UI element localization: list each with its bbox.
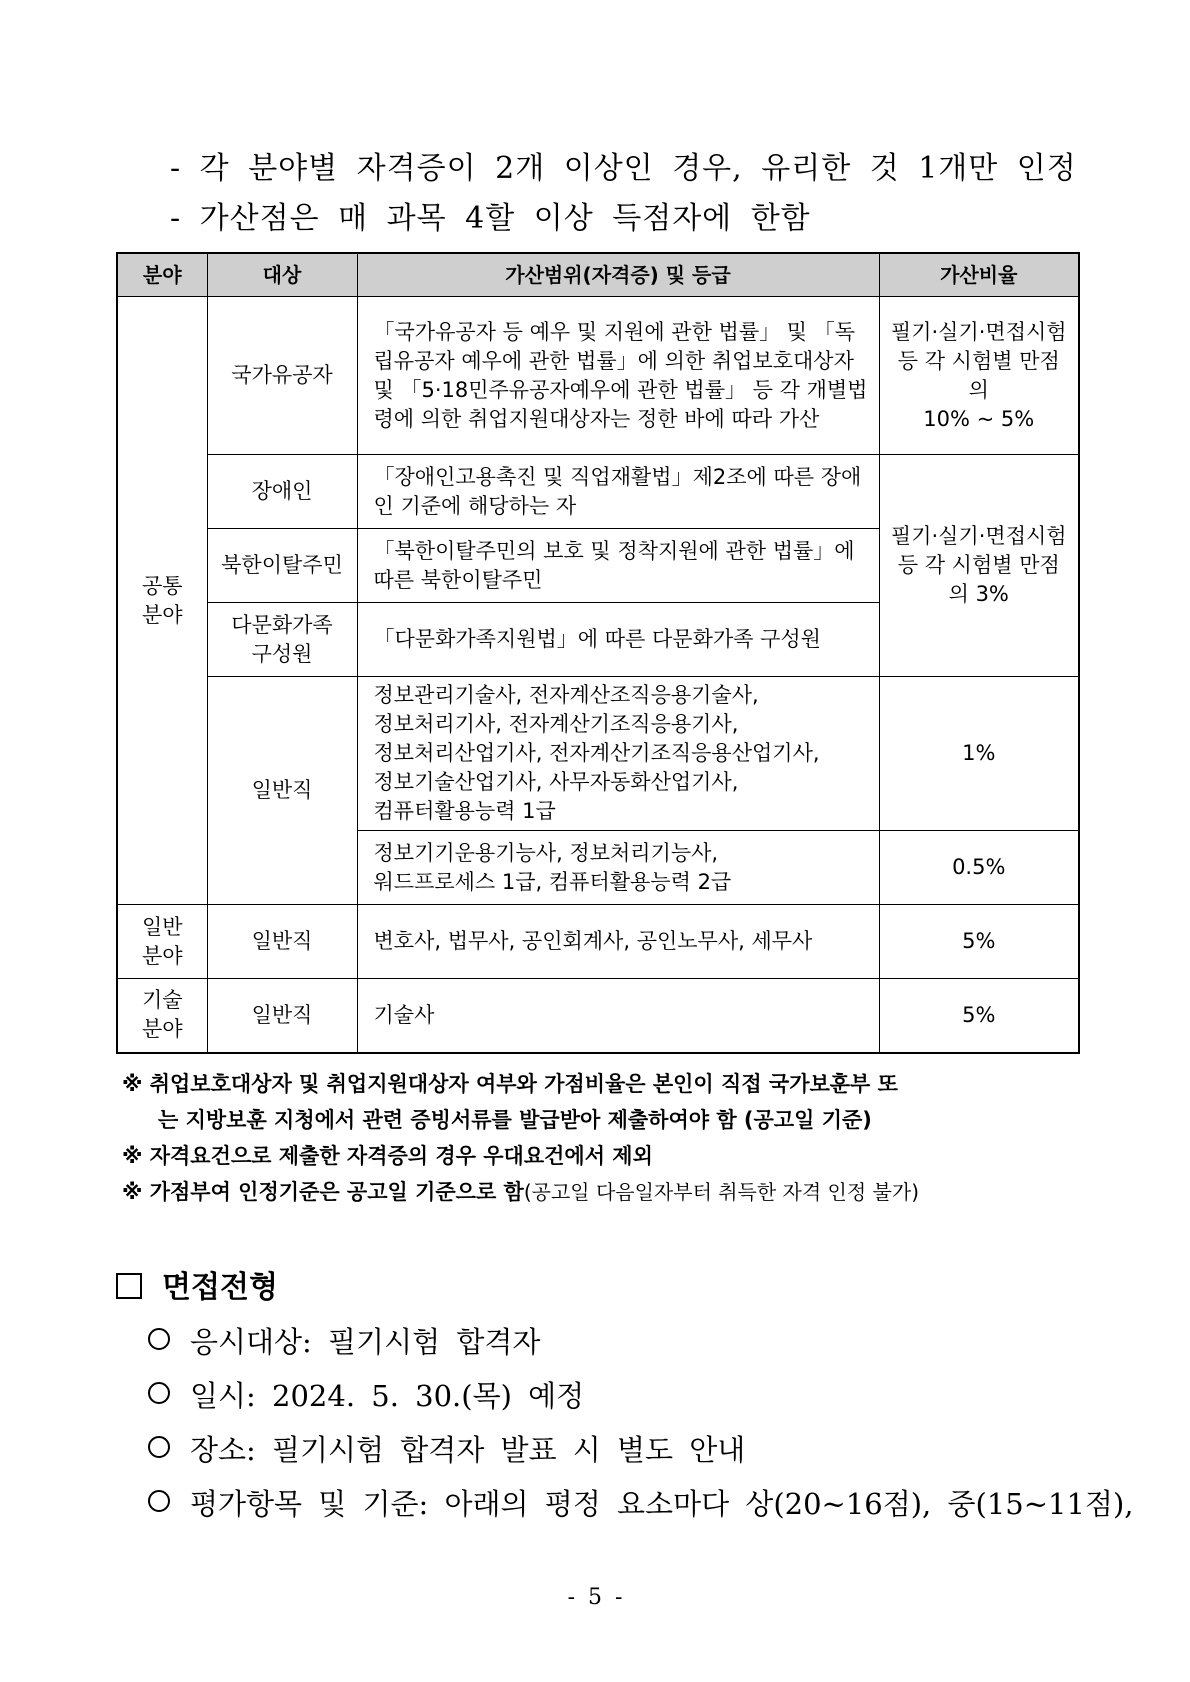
section-interview: [116, 1262, 278, 1306]
table-row: [117, 677, 1079, 831]
interview-item: [148, 1428, 745, 1469]
table-header-row: [117, 253, 1079, 297]
target-tech-field: 일반직: [207, 979, 357, 1053]
ratio-group: 필기·실기·면접시험 등 각 시험별 만점의 3%: [879, 455, 1079, 677]
note-1-line-1: ※ 취업보호대상자 및 취업지원대상자 여부와 가점비율은 본인이 직접 국가보훈부 또: [122, 1072, 898, 1096]
field-common: 공통 분야: [117, 297, 207, 905]
field-tech: 기술 분야: [117, 979, 207, 1053]
interview-item-text: 응시대상: 필기시험 합격자: [190, 1325, 541, 1359]
field-general: 일반 분야: [117, 905, 207, 979]
ratio-veteran: 필기·실기·면접시험 등 각 시험별 만점의 10% ~ 5%: [879, 297, 1079, 455]
scope-disabled: 「장애인고용촉진 및 직업재활법」제2조에 따른 장애인 기준에 해당하는 자: [357, 455, 879, 529]
bonus-points-table: [116, 252, 1080, 1054]
scope-multicultural: 「다문화가족지원법」에 따른 다문화가족 구성원: [357, 603, 879, 677]
circle-bullet-icon: [148, 1490, 170, 1512]
interview-item-text: 평가항목 및 기준: 아래의 평정 요소마다 상(20~16점), 중(15~11점),: [190, 1487, 1134, 1521]
square-bullet-icon: [116, 1273, 142, 1299]
target-defector: 북한이탈주민: [207, 529, 357, 603]
note-3-bold: ※ 가점부여 인정기준은 공고일 기준으로 함: [122, 1180, 524, 1204]
interview-item-text: 일시: 2024. 5. 30.(목) 예정: [190, 1379, 585, 1413]
scope-veteran: 「국가유공자 등 예우 및 지원에 관한 법률」 및 「독립유공자 예우에 관한 법률」에 의한 취업보호대상자 및 「5·18민주유공자예우에 관한 법률」 등 각 개별법령에 의한 취업지원대상자는 정한 바에 따라 가산: [357, 297, 879, 455]
ratio-general-it-2: 0.5%: [879, 831, 1079, 905]
interview-item: [148, 1482, 1133, 1523]
scope-general-it-1: 정보관리기술사, 전자계산조직응용기술사, 정보처리기사, 전자계산기조직응용기사, 정보처리산업기사, 전자계산기조직응용산업기사, 정보기술산업기사, 사무자동화산업기사, 컴퓨터활용능력 1급: [357, 677, 879, 831]
header-field: 분야: [117, 253, 207, 297]
table-row: [117, 979, 1079, 1053]
note-1-line-2: 는 지방보훈 지청에서 관련 증빙서류를 발급받아 제출하여야 함 (공고일 기준): [158, 1108, 872, 1132]
circle-bullet-icon: [148, 1382, 170, 1404]
intro-line-2: - 가산점은 매 과목 4할 이상 득점자에 한함: [170, 201, 811, 236]
ratio-tech-field: 5%: [879, 979, 1079, 1053]
ratio-general-it-1: 1%: [879, 677, 1079, 831]
target-general-it: 일반직: [207, 677, 357, 905]
scope-defector: 「북한이탈주민의 보호 및 정착지원에 관한 법률」에 따른 북한이탈주민: [357, 529, 879, 603]
table-row: [117, 905, 1079, 979]
note-2: ※ 자격요건으로 제출한 자격증의 경우 우대요건에서 제외: [122, 1144, 653, 1168]
section-interview-title: 면접전형: [162, 1270, 278, 1305]
scope-general-it-2: 정보기기운용기능사, 정보처리기능사, 워드프로세스 1급, 컴퓨터활용능력 2급: [357, 831, 879, 905]
note-3: [122, 1174, 1088, 1210]
interview-item: [148, 1374, 584, 1415]
target-disabled: 장애인: [207, 455, 357, 529]
intro-line-1: - 각 분야별 자격증이 2개 이상인 경우, 유리한 것 1개만 인정: [170, 151, 1077, 186]
target-general-field: 일반직: [207, 905, 357, 979]
target-veteran: 국가유공자: [207, 297, 357, 455]
note-3-normal: (공고일 다음일자부터 취득한 자격 인정 불가): [523, 1180, 919, 1204]
circle-bullet-icon: [148, 1436, 170, 1458]
interview-item: [148, 1320, 540, 1361]
header-ratio: 가산비율: [879, 253, 1079, 297]
table-row: [117, 455, 1079, 529]
interview-item-text: 장소: 필기시험 합격자 발표 시 별도 안내: [190, 1433, 746, 1467]
page-number: - 5 -: [567, 1585, 623, 1610]
header-scope: 가산범위(자격증) 및 등급: [357, 253, 879, 297]
circle-bullet-icon: [148, 1328, 170, 1350]
scope-tech-field: 기술사: [357, 979, 879, 1053]
scope-general-field: 변호사, 법무사, 공인회계사, 공인노무사, 세무사: [357, 905, 879, 979]
table-row: [117, 297, 1079, 455]
header-target: 대상: [207, 253, 357, 297]
ratio-general-field: 5%: [879, 905, 1079, 979]
target-multicultural: 다문화가족 구성원: [207, 603, 357, 677]
